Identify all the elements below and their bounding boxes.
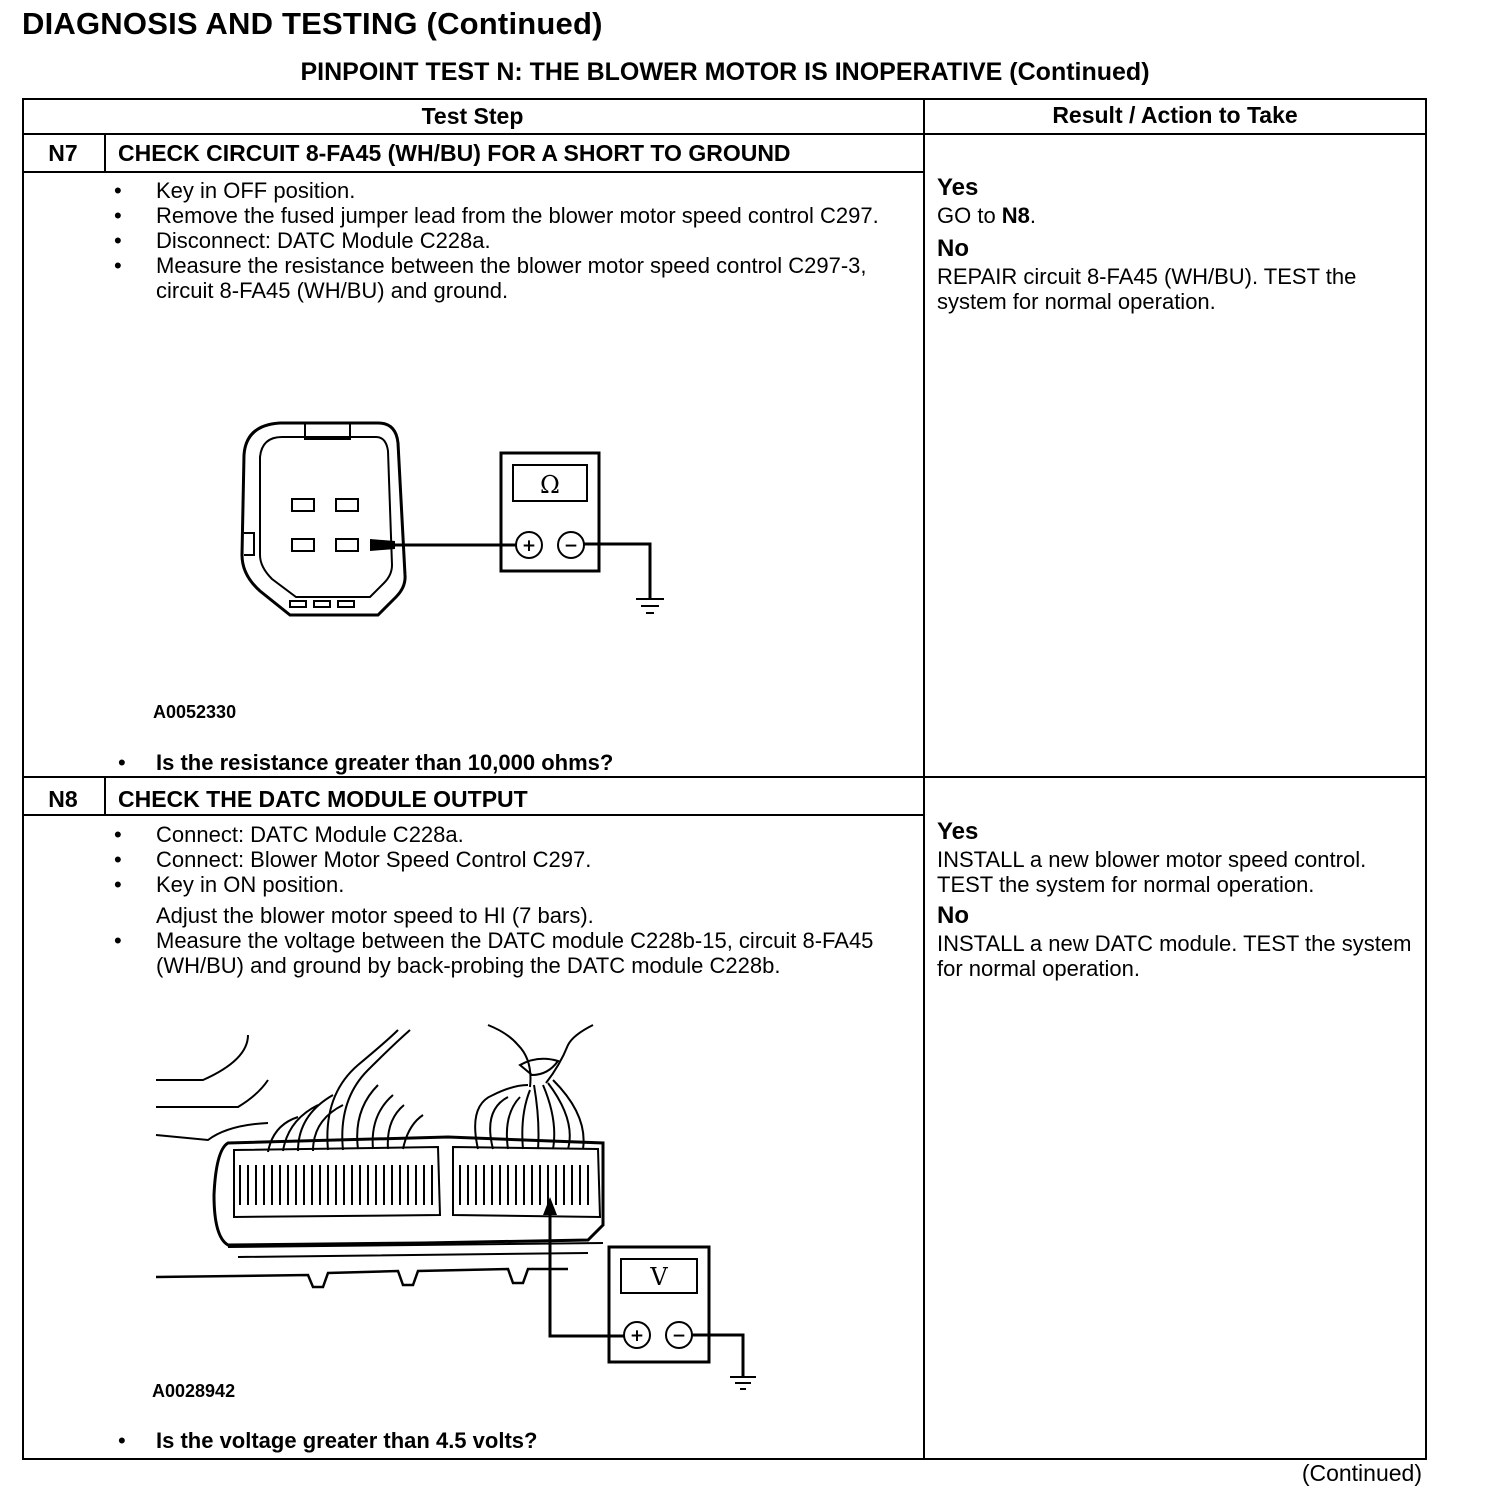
n8-instructions xyxy=(116,822,906,978)
plus-sign: + xyxy=(629,1326,645,1346)
header-divider xyxy=(22,133,1427,135)
connector-tab xyxy=(338,601,354,607)
minus-sign: − xyxy=(563,536,579,556)
step-divider xyxy=(22,776,1427,778)
connector-tab xyxy=(290,601,306,607)
list-item: • Connect: DATC Module C228a. xyxy=(114,822,464,847)
wire-loom xyxy=(488,1025,593,1087)
yes-action: GO to N8. xyxy=(937,203,1037,228)
list-item: • Measure the resistance between the blower motor speed control C297-3, circuit 8-FA45 (WH/BU) and ground. xyxy=(114,253,867,303)
side-notch xyxy=(244,533,254,555)
ohm-symbol: Ω xyxy=(540,471,560,499)
ground-lead xyxy=(692,1335,743,1377)
question-n7: • Is the resistance greater than 10,000 ohms? xyxy=(118,750,614,775)
plus-sign: + xyxy=(521,536,537,556)
page-title: DIAGNOSIS AND TESTING (Continued) xyxy=(22,6,603,41)
ground-symbol xyxy=(636,599,664,613)
dash-panel xyxy=(156,1035,268,1140)
yes-action: INSTALL a new blower motor speed control. TEST the system for normal operation. xyxy=(937,847,1367,897)
list-note: Adjust the blower motor speed to HI (7 bars). xyxy=(156,903,594,928)
result-n7 xyxy=(937,173,1407,314)
ground-symbol xyxy=(730,1377,756,1389)
yes-label: Yes xyxy=(937,174,979,201)
result-n8 xyxy=(937,817,1412,981)
figure-code-n8: A0028942 xyxy=(152,1381,236,1401)
header-result: Result / Action to Take xyxy=(1052,102,1298,128)
terminal-row xyxy=(240,1165,432,1205)
figure-code-n7: A0052330 xyxy=(153,702,237,722)
bracket xyxy=(156,1269,568,1287)
terminal-row xyxy=(460,1165,588,1205)
terminal xyxy=(292,539,314,551)
n7-instructions xyxy=(116,178,906,303)
terminal xyxy=(292,499,314,511)
list-item: • Remove the fused jumper lead from the blower motor speed control C297. xyxy=(114,203,879,228)
header-test-step: Test Step xyxy=(421,103,524,129)
no-action: INSTALL a new DATC module. TEST the system for normal operation. xyxy=(937,931,1412,981)
probe-arrow xyxy=(543,1197,557,1215)
connector-tab xyxy=(314,601,330,607)
step-id-n7: N7 xyxy=(48,140,78,166)
list-item: • Key in ON position. xyxy=(114,872,345,897)
volt-symbol: V xyxy=(650,1263,668,1291)
step-title-n8: CHECK THE DATC MODULE OUTPUT xyxy=(118,786,528,812)
n8-module-diagram xyxy=(148,1025,768,1400)
probe-lead xyxy=(550,1210,624,1336)
yes-label: Yes xyxy=(937,818,979,845)
n8-title-divider xyxy=(22,814,924,816)
pinpoint-test-title: PINPOINT TEST N: THE BLOWER MOTOR IS INOPERATIVE (Continued) xyxy=(300,58,1150,86)
question-n8: • Is the voltage greater than 4.5 volts? xyxy=(118,1428,538,1453)
list-item: • Measure the voltage between the DATC module C228b-15, circuit 8-FA45 (WH/BU) and ground by back-probing the DATC module C228b. xyxy=(114,928,874,978)
list-item: • Disconnect: DATC Module C228a. xyxy=(114,228,491,253)
minus-sign: − xyxy=(671,1326,687,1346)
terminal xyxy=(336,499,358,511)
n7-id-divider xyxy=(104,133,106,172)
continued-footer: (Continued) xyxy=(1301,1460,1422,1486)
list-item: • Key in OFF position. xyxy=(114,178,356,203)
no-action: REPAIR circuit 8-FA45 (WH/BU). TEST the system for normal operation. xyxy=(937,264,1357,314)
n7-connector-diagram xyxy=(230,415,670,625)
step-title-n7: CHECK CIRCUIT 8-FA45 (WH/BU) FOR A SHORT TO GROUND xyxy=(118,140,791,166)
column-divider xyxy=(923,98,925,1460)
no-label: No xyxy=(937,902,969,929)
no-label: No xyxy=(937,235,969,262)
n8-id-divider xyxy=(104,776,106,815)
terminal-probed xyxy=(336,539,358,551)
wire-bundle xyxy=(268,1030,423,1152)
connector-inner xyxy=(260,437,392,597)
list-item: • Connect: Blower Motor Speed Control C297. xyxy=(114,847,592,872)
step-id-n8: N8 xyxy=(48,786,78,812)
test-probe xyxy=(370,539,395,551)
n7-title-divider xyxy=(22,171,924,173)
